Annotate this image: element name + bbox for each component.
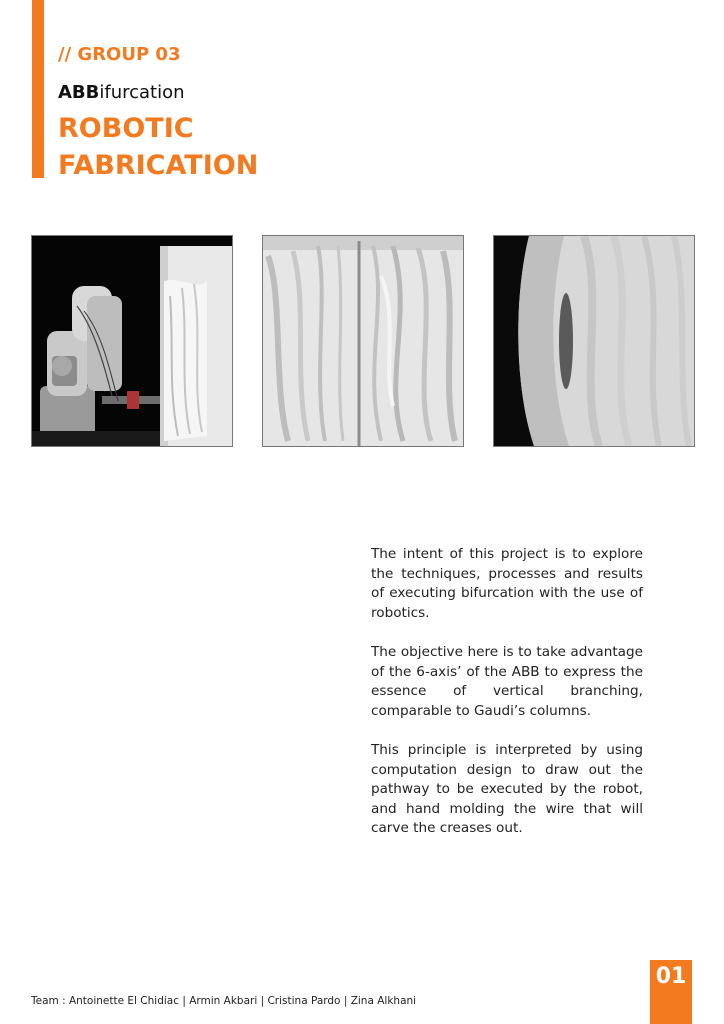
curved-foam-photo — [493, 235, 695, 447]
page-number: 01 — [655, 964, 687, 989]
project-name — [58, 82, 185, 103]
description-paragraph-2: The objective here is to take advantage of the 6-axis’ of the ABB to express the essence of vertical branching, comparable to Gaudi’s columns. — [371, 643, 643, 719]
carved-foam-photo — [262, 235, 464, 447]
carved-foam-creases-icon — [263, 236, 463, 446]
project-name-bold: ABB — [58, 82, 100, 103]
accent-bar — [32, 0, 44, 178]
robot-arm-photo — [31, 235, 233, 447]
project-description — [371, 545, 643, 859]
robot-arm-carving-foam-icon — [32, 236, 232, 446]
description-paragraph-3: This principle is interpreted by using computation design to draw out the pathway to be executed by the robot, and hand molding the wire that will carve the creases out. — [371, 741, 643, 837]
title-line-2: FABRICATION — [58, 150, 259, 181]
page-number-box — [650, 960, 692, 1024]
page-title — [58, 110, 258, 184]
project-name-rest: ifurcation — [99, 82, 185, 103]
curved-foam-closeup-icon — [494, 236, 694, 446]
description-paragraph-1: The intent of this project is to explore the techniques, processes and results of executing bifurcation with the use of robotics. — [371, 546, 643, 621]
title-line-1: ROBOTIC — [58, 113, 194, 144]
team-credits: Team : Antoinette El Chidiac | Armin Akbari | Cristina Pardo | Zina Alkhani — [31, 995, 417, 1007]
group-label: // GROUP 03 — [58, 44, 181, 65]
